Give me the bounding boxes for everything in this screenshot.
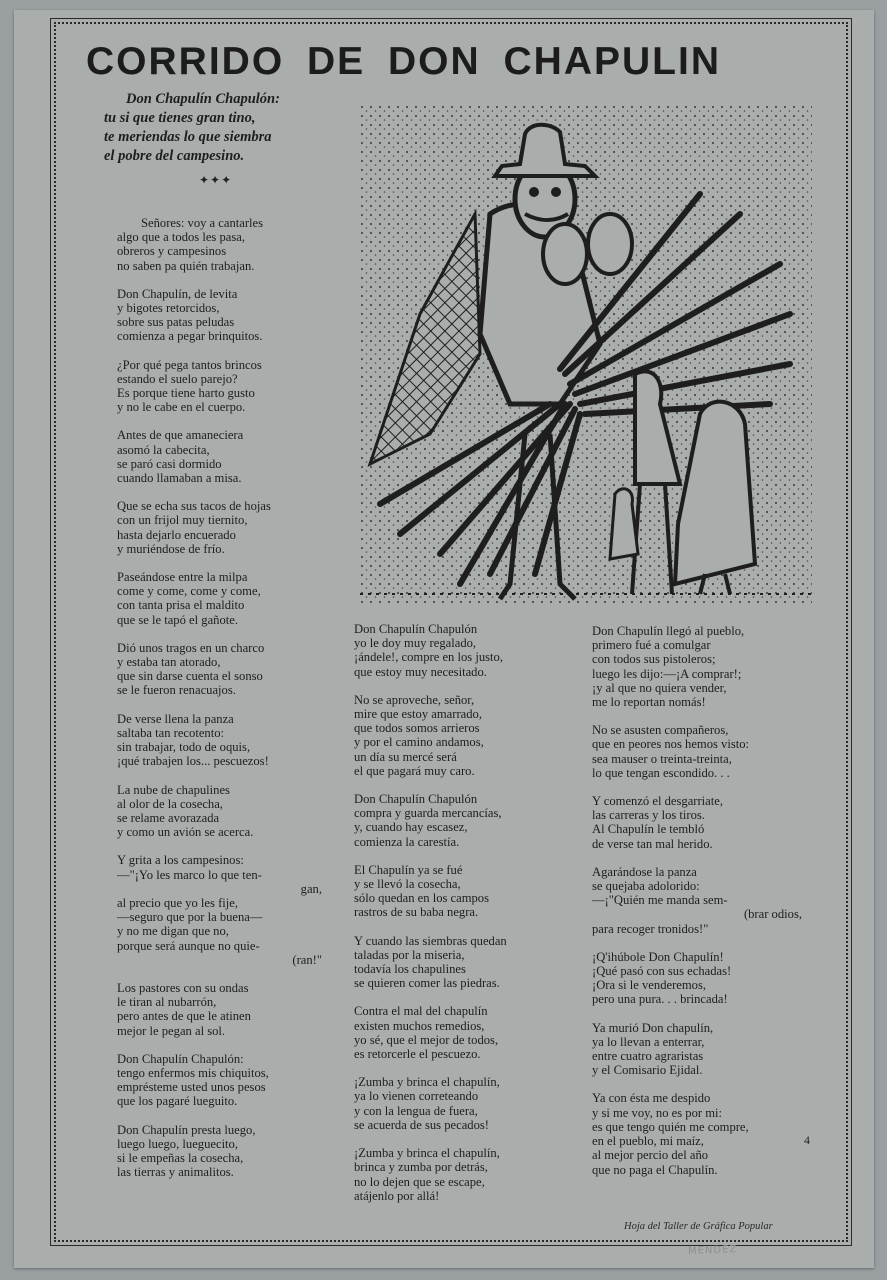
verse-line: es que tengo quién me compre, bbox=[592, 1119, 749, 1134]
verse-line: Don Chapulín, de levita bbox=[117, 286, 238, 301]
verse-line: —¡"Quién me manda sem- bbox=[592, 893, 728, 908]
verse-line: brinca y zumba por detrás, bbox=[354, 1160, 488, 1175]
verse-line: no lo dejen que se escape, bbox=[354, 1174, 485, 1189]
verse-line: Agarándose la panza bbox=[592, 864, 697, 879]
verse-line: De verse llena la panza bbox=[117, 711, 234, 726]
verse-line: hasta dejarlo encuerado bbox=[117, 527, 236, 542]
verse-line: (ran!" bbox=[292, 952, 322, 967]
stanza bbox=[592, 950, 802, 1007]
verse-line: que se le tapó el gañote. bbox=[117, 612, 238, 627]
verse-line: todavía los chapulines bbox=[354, 962, 466, 977]
verse-line: tengo enfermos mis chiquitos, bbox=[117, 1065, 269, 1080]
verse-line: y con la lengua de fuera, bbox=[354, 1103, 478, 1118]
stanza bbox=[117, 287, 322, 344]
verse-line: mire que estoy amarrado, bbox=[354, 707, 482, 722]
verse-line: mejor le pegan al sol. bbox=[117, 1023, 226, 1038]
verse-line: porque será aunque no quie- bbox=[117, 938, 260, 953]
page-number: 4 bbox=[804, 1133, 810, 1147]
stanza bbox=[117, 1052, 322, 1109]
verse-line: Dió unos tragos en un charco bbox=[117, 640, 265, 655]
verse-line: asomó la cabecita, bbox=[117, 442, 210, 457]
verse-line: yo le doy muy regalado, bbox=[354, 636, 477, 651]
verse-line: La nube de chapulines bbox=[117, 782, 230, 797]
stanza bbox=[117, 981, 322, 1038]
verse-line: come y come, come y come, bbox=[117, 584, 261, 599]
verse-line: entre cuatro agraristas bbox=[592, 1049, 704, 1064]
verse-line: ¿Por qué pega tantos brincos bbox=[117, 357, 262, 372]
verse-line: y como un avión se acerca. bbox=[117, 825, 254, 840]
verse-line: se le fueron renacuajos. bbox=[117, 683, 236, 698]
verse-line: luego les dijo:—¡A comprar!; bbox=[592, 666, 742, 681]
verse-line: y estaba tan atorado, bbox=[117, 655, 221, 670]
verse-line: No se asusten compañeros, bbox=[592, 723, 729, 738]
epigraph-line: el pobre del campesino. bbox=[104, 148, 245, 164]
verse-line: obreros y campesinos bbox=[117, 244, 227, 259]
verse-line: Contra el mal del chapulín bbox=[354, 1004, 488, 1019]
verse-line: (brar odios, bbox=[743, 907, 802, 922]
stanza bbox=[592, 865, 802, 936]
verse-line: existen muchos remedios, bbox=[354, 1018, 485, 1033]
verse-line: se quejaba adolorido: bbox=[592, 879, 700, 894]
verse-line: pero una pura. . . brincada! bbox=[592, 992, 728, 1007]
verse-line: pero antes de que le atinen bbox=[117, 1009, 251, 1024]
verse-line: y no le cabe en el cuerpo. bbox=[117, 400, 246, 415]
verse-line: ya lo llevan a enterrar, bbox=[592, 1034, 705, 1049]
stanza bbox=[592, 624, 802, 709]
stanza bbox=[592, 723, 802, 780]
verse-line: con un frijol muy tiernito, bbox=[117, 513, 248, 528]
verse-line: atájenlo por allá! bbox=[354, 1188, 440, 1203]
verse-line: ya lo vienen correteando bbox=[354, 1089, 479, 1104]
verse-line: Don Chapulín Chapulón bbox=[354, 792, 478, 807]
verse-line: sea mauser o treinta-treinta, bbox=[592, 751, 732, 766]
stanza bbox=[117, 641, 322, 698]
verse-line: y, cuando hay escasez, bbox=[354, 820, 468, 835]
stanza bbox=[592, 794, 802, 851]
stanza bbox=[117, 428, 322, 485]
verse-line: —seguro que por la buena— bbox=[117, 910, 263, 925]
verse-line: comienza a pegar brinquitos. bbox=[117, 329, 263, 344]
verse-line: ¡Q'ihúbole Don Chapulín! bbox=[592, 949, 724, 964]
verse-line: un día su mercé será bbox=[354, 749, 457, 764]
verse-line: me lo reportan nomás! bbox=[592, 695, 706, 710]
verse-line: si le empeñas la cosecha, bbox=[117, 1150, 244, 1165]
verse-line: en el pueblo, mi maíz, bbox=[592, 1134, 704, 1149]
verse-line: y se llevó la cosecha, bbox=[354, 877, 461, 892]
verse-line: Don Chapulín llegó al pueblo, bbox=[592, 624, 745, 638]
verse-line: Antes de que amaneciera bbox=[117, 428, 244, 443]
verse-line: se quieren comer las piedras. bbox=[354, 976, 500, 991]
verse-line: y no me digan que no, bbox=[117, 924, 229, 939]
verse-line: Que se echa sus tacos de hojas bbox=[117, 499, 271, 514]
verse-line: Paseándose entre la milpa bbox=[117, 570, 248, 585]
verse-line: ¡ándele!, compre en los justo, bbox=[354, 650, 503, 665]
verse-line: ¡Ora si le venderemos, bbox=[592, 978, 707, 993]
stanza bbox=[354, 622, 564, 679]
verse-line: y muriéndose de frío. bbox=[117, 541, 225, 556]
verse-column-1 bbox=[117, 216, 322, 1193]
verse-line: se acuerda de sus pecados! bbox=[354, 1117, 489, 1132]
pencil-annotation: MENDEZ bbox=[687, 1244, 738, 1257]
verse-line: sobre sus patas peludas bbox=[117, 315, 235, 330]
stanza bbox=[117, 358, 322, 415]
stanza bbox=[354, 1075, 564, 1132]
verse-line: Es porque tiene harto gusto bbox=[117, 386, 255, 401]
stanza bbox=[592, 1091, 802, 1176]
verse-line: ¡Qué pasó con sus echadas! bbox=[592, 964, 732, 979]
verse-line: de verse tan mal herido. bbox=[592, 836, 713, 851]
verse-line: Ya murió Don chapulín, bbox=[592, 1020, 714, 1035]
verse-line: comienza la carestía. bbox=[354, 834, 460, 849]
page-title: CORRIDO DE DON CHAPULIN bbox=[86, 40, 722, 83]
verse-line: las carreras y los tiros. bbox=[592, 808, 705, 823]
verse-line: lo que tengan escondido. . . bbox=[592, 765, 730, 780]
verse-line: con todos sus pistoleros; bbox=[592, 652, 716, 667]
verse-line: No se aproveche, señor, bbox=[354, 692, 475, 707]
verse-line: Los pastores con su ondas bbox=[117, 980, 249, 995]
broadsheet-page bbox=[14, 10, 874, 1268]
verse-line: le tiran al nubarrón, bbox=[117, 995, 217, 1010]
verse-line: rastros de su baba negra. bbox=[354, 905, 479, 920]
verse-line: que todos somos arrieros bbox=[354, 721, 480, 736]
verse-line: El Chapulín ya se fué bbox=[354, 862, 463, 877]
verse-line: ¡qué trabajen los... pescuezos! bbox=[117, 754, 269, 769]
verse-line: —"¡Yo les marco lo que ten- bbox=[117, 867, 262, 882]
verse-line: con tanta prisa el maldito bbox=[117, 598, 245, 613]
verse-line: Don Chapulín Chapulón: bbox=[117, 1051, 244, 1066]
verse-line: luego luego, lueguecito, bbox=[117, 1136, 239, 1151]
stanza bbox=[117, 853, 322, 967]
verse-line: las tierras y animalitos. bbox=[117, 1165, 234, 1180]
verse-line: no saben pa quién trabajan. bbox=[117, 258, 255, 273]
verse-line: y el Comisario Ejidal. bbox=[592, 1063, 703, 1078]
verse-line: ¡Zumba y brinca el chapulín, bbox=[354, 1075, 500, 1090]
epigraph-line: te meriendas lo que siembra bbox=[104, 129, 272, 145]
verse-line: que no paga el Chapulín. bbox=[592, 1162, 718, 1177]
verse-line: sólo quedan en los campos bbox=[354, 891, 490, 906]
verse-line: que estoy muy necesitado. bbox=[354, 664, 487, 679]
verse-line: primero fué a comulgar bbox=[592, 638, 711, 653]
verse-line: que sin darse cuenta el sonso bbox=[117, 669, 263, 684]
epigraph-line: tu si que tienes gran tino, bbox=[104, 110, 256, 126]
stanza bbox=[354, 1004, 564, 1061]
woodcut-illustration bbox=[360, 104, 812, 604]
verse-line: compra y guarda mercancías, bbox=[354, 806, 502, 821]
verse-line: y por el camino andamos, bbox=[354, 735, 484, 750]
verse-line: gan, bbox=[300, 881, 322, 896]
verse-line: Don Chapulín Chapulón bbox=[354, 622, 478, 636]
verse-line: para recoger tronidos!" bbox=[592, 921, 709, 936]
verse-line: sin trabajar, todo de oquis, bbox=[117, 740, 251, 755]
verse-line: ¡Zumba y brinca el chapulín, bbox=[354, 1146, 500, 1161]
verse-line: y si me voy, no es por mi: bbox=[592, 1105, 723, 1120]
verse-line: saltaba tan recotento: bbox=[117, 725, 224, 740]
verse-line: al olor de la cosecha, bbox=[117, 796, 223, 811]
verse-line: cuando llamaban a misa. bbox=[117, 471, 242, 486]
verse-line: que los pagaré lueguito. bbox=[117, 1094, 238, 1109]
stanza bbox=[354, 863, 564, 920]
stanza bbox=[117, 1123, 322, 1180]
ornament-divider: ✦✦✦ bbox=[199, 173, 233, 187]
verse-line: Al Chapulín le tembló bbox=[592, 822, 705, 837]
verse-line: algo que a todos les pasa, bbox=[117, 230, 246, 245]
verse-line: Y grita a los campesinos: bbox=[117, 853, 244, 868]
verse-line: que en peores nos hemos visto: bbox=[592, 737, 750, 752]
stanza bbox=[354, 1146, 564, 1203]
verse-line: estando el suelo parejo? bbox=[117, 371, 238, 386]
verse-line: yo sé, que el mejor de todos, bbox=[354, 1032, 499, 1047]
verse-line: se paró casi dormido bbox=[117, 456, 222, 471]
verse-line: Señores: voy a cantarles bbox=[141, 216, 264, 230]
verse-line: Y cuando las siembras quedan bbox=[354, 933, 507, 948]
verse-column-3 bbox=[592, 624, 802, 1191]
footer-credit: Hoja del Taller de Gráfica Popular bbox=[624, 1221, 773, 1232]
verse-line: se relame avorazada bbox=[117, 810, 220, 825]
stanza bbox=[117, 570, 322, 627]
verse-line: es retorcerle el pescuezo. bbox=[354, 1047, 481, 1062]
verse-line: Ya con ésta me despido bbox=[592, 1091, 711, 1106]
stanza bbox=[117, 712, 322, 769]
stanza bbox=[117, 216, 322, 273]
verse-line: taladas por la miseria, bbox=[354, 947, 465, 962]
verse-line: al mejor percio del año bbox=[592, 1148, 709, 1163]
epigraph-line: Don Chapulín Chapulón: bbox=[126, 91, 280, 107]
stanza bbox=[354, 792, 564, 849]
verse-line: Y comenzó el desgarriate, bbox=[592, 794, 724, 809]
verse-line: y bigotes retorcidos, bbox=[117, 301, 220, 316]
stanza bbox=[117, 499, 322, 556]
verse-line: al precio que yo les fije, bbox=[117, 895, 238, 910]
stanza bbox=[117, 783, 322, 840]
stanza bbox=[592, 1021, 802, 1078]
verse-line: Don Chapulín presta luego, bbox=[117, 1122, 256, 1137]
stanza bbox=[354, 934, 564, 991]
epigraph bbox=[104, 90, 344, 166]
verse-line: ¡y al que no quiera vender, bbox=[592, 680, 727, 695]
verse-line: el que pagará muy caro. bbox=[354, 763, 475, 778]
stanza bbox=[354, 693, 564, 778]
verse-line: empréstemе usted unos pesos bbox=[117, 1080, 266, 1095]
verse-column-2 bbox=[354, 622, 564, 1217]
